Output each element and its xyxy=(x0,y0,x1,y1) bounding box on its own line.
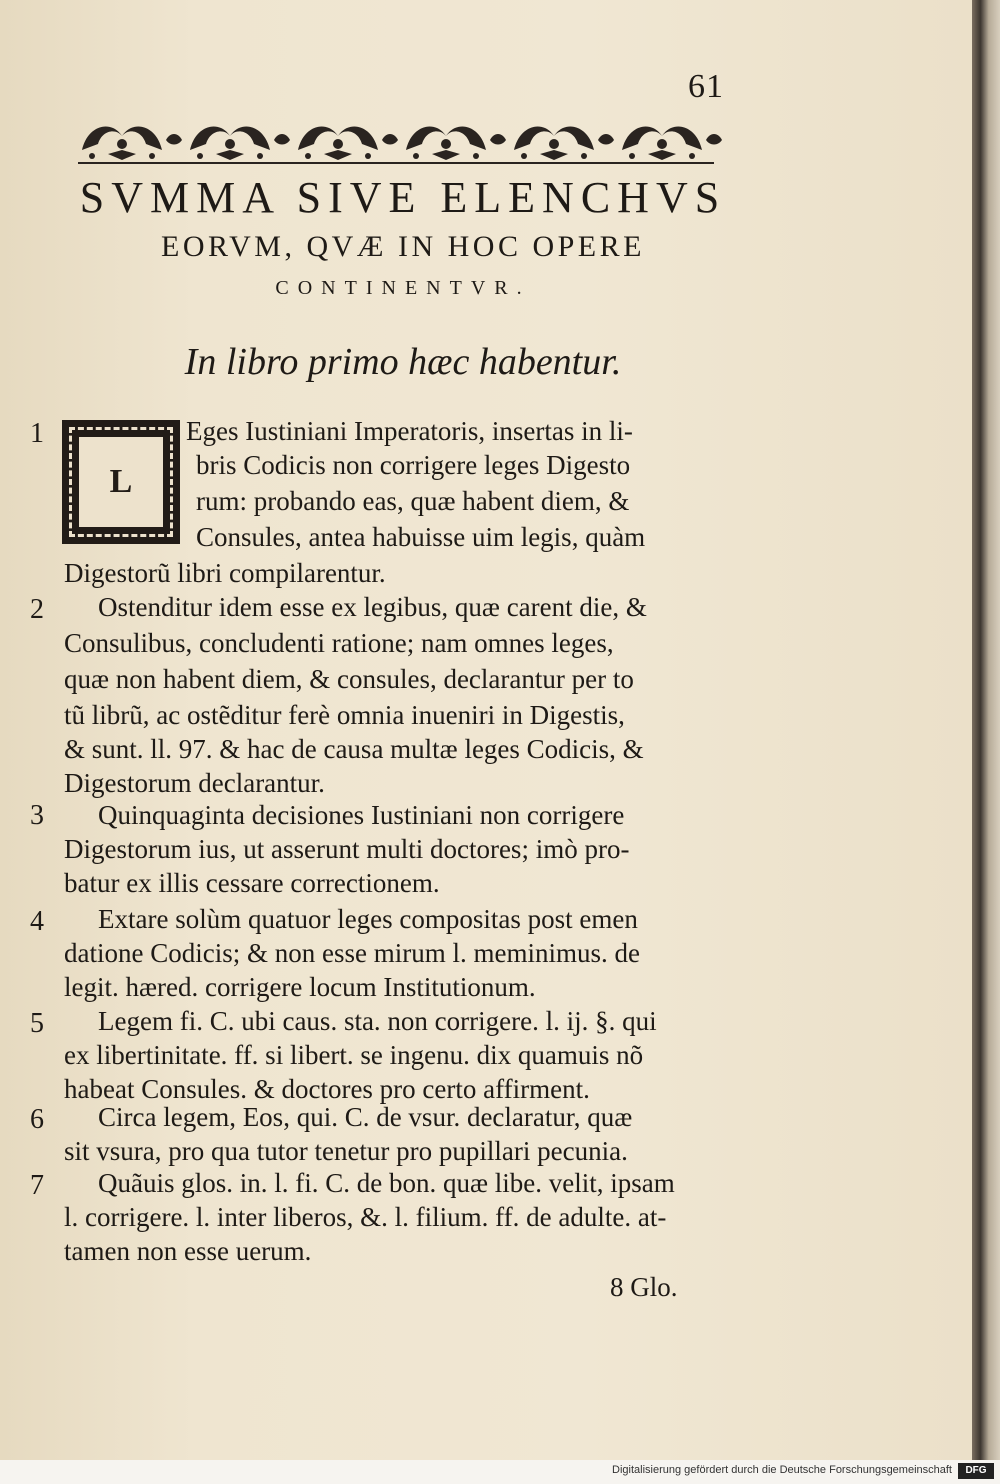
entry-line: l. corrigere. l. inter liberos, &. l. filium. ff. de adulte. at- xyxy=(64,1202,667,1232)
title: SVMMA SIVE ELENCHVS xyxy=(79,173,727,222)
entry-line: bris Codicis non corrigere leges Digesto xyxy=(196,450,631,480)
entry-number: 6 xyxy=(30,1104,44,1135)
ornamental-headpiece xyxy=(78,110,734,164)
entry-line: rum: probando eas, quæ habent diem, & xyxy=(196,486,630,516)
entry-line: tamen non esse uerum. xyxy=(64,1236,312,1266)
entry-line: tũ librũ, ac ostẽditur ferè omnia inueniri in Digestis, xyxy=(64,700,625,730)
entry-number: 5 xyxy=(30,1008,44,1039)
footer-credit: Digitalisierung gefördert durch die Deutsche Forschungsgemeinschaft xyxy=(612,1464,952,1476)
drop-cap-letter: L xyxy=(109,463,133,500)
entry-line: Digestorũ libri compilarentur. xyxy=(64,558,386,588)
entry-line: habeat Consules. & doctores pro certo affirment. xyxy=(64,1074,590,1104)
entry-line: datione Codicis; & non esse mirum l. meminimus. de xyxy=(64,938,640,968)
page-number: 61 xyxy=(688,68,724,105)
subtitle-continuation: CONTINENTVR. xyxy=(275,277,531,299)
entry-line: legit. hæred. corrigere locum Institutionum. xyxy=(64,972,536,1002)
entry-line: Digestorum ius, ut asserunt multi doctores; imò pro- xyxy=(64,834,630,864)
drop-cap-initial xyxy=(62,420,180,544)
entry-number: 4 xyxy=(30,906,44,937)
entry-line: Digestorum declarantur. xyxy=(64,768,325,798)
drop-cap-frame xyxy=(76,434,166,530)
entry-line: Extare solùm quatuor leges compositas post emen xyxy=(98,904,638,934)
entry-line: Legem fi. C. ubi caus. sta. non corrigere. l. ij. §. qui xyxy=(98,1006,657,1036)
entry-line: & sunt. ll. 97. & hac de causa multæ leges Codicis, & xyxy=(64,734,644,764)
dfg-logo: DFG xyxy=(958,1463,994,1479)
entry-line: quæ non habent diem, & consules, declarantur per to xyxy=(64,664,634,694)
entry-line: Quãuis glos. in. l. fi. C. de bon. quæ libe. velit, ipsam xyxy=(98,1168,675,1198)
catchword: 8 Glo. xyxy=(610,1272,678,1302)
entry-line: Circa legem, Eos, qui. C. de vsur. declaratur, quæ xyxy=(98,1102,633,1132)
entry-line: Eges Iustiniani Imperatoris, insertas in li- xyxy=(186,416,633,446)
entry-number: 1 xyxy=(30,418,44,449)
entry-line: Ostenditur idem esse ex legibus, quæ carent die, & xyxy=(98,592,647,622)
entry-line: Consules, antea habuisse uim legis, quàm xyxy=(196,522,646,552)
entry-number: 3 xyxy=(30,800,44,831)
entry-line: ex libertinitate. ff. si libert. se ingenu. dix quamuis nõ xyxy=(64,1040,644,1070)
section-heading: In libro primo hæc habentur. xyxy=(184,341,622,383)
entry-line: batur ex illis cessare correctionem. xyxy=(64,868,440,898)
subtitle: EORVM, QVÆ IN HOC OPERE xyxy=(161,230,645,263)
entry-line: Consulibus, concludenti ratione; nam omnes leges, xyxy=(64,628,614,658)
entry-line: Quinquaginta decisiones Iustiniani non corrigere xyxy=(98,800,625,830)
entry-number: 2 xyxy=(30,594,44,625)
header-rule xyxy=(78,162,714,164)
entry-number: 7 xyxy=(30,1170,44,1201)
page-edge xyxy=(972,0,1000,1460)
entry-line: sit vsura, pro qua tutor tenetur pro pupillari pecunia. xyxy=(64,1136,628,1166)
